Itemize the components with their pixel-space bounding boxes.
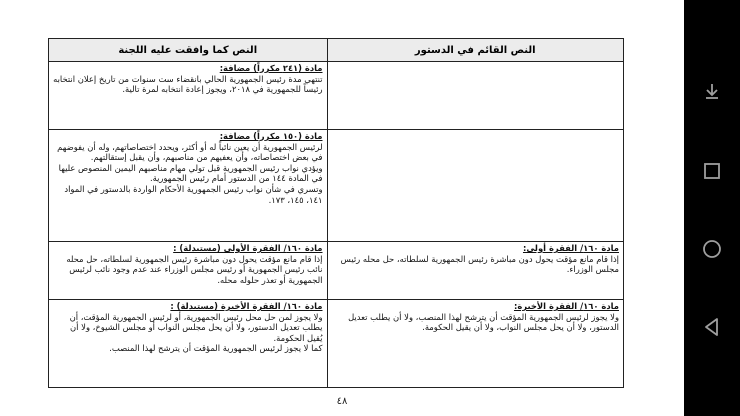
header-committee-text: النص كما وافقت عليه اللجنة xyxy=(49,39,328,62)
current-cell xyxy=(327,300,624,388)
article-paragraph: وتسري في شأن نواب رئيس الجمهورية الأحكام الواردة بالدستور في المواد ١٤١، ١٤٥، ١٧٣. xyxy=(64,183,323,205)
article-paragraph: ويؤدي نواب رئيس الجمهورية قبل تولي مهام مناصبهم اليمين المنصوص عليها في المادة ١٤٤ من الدستور أمام رئيس الجمهورية. xyxy=(58,162,323,184)
header-current-text: النص القائم في الدستور xyxy=(327,39,624,62)
article-heading: مادة ١٦٠/ الفقرة الأخيرة (مستبدلة) : xyxy=(170,301,323,311)
table-row xyxy=(49,130,624,242)
article-heading: مادة ١٦٠/ الفقرة الأخيرة: xyxy=(513,301,619,311)
article-paragraph: كما لا يجوز لرئيس الجمهورية المؤقت أن يترشح لهذا المنصب. xyxy=(109,343,323,354)
article-paragraph: ولا يجوز لرئيس الجمهورية المؤقت أن يترشح لهذا المنصب، ولا أن يطلب تعديل الدستور، ولا أن يحل مجلس النواب، ولا أن يقيل الحكومة. xyxy=(348,311,619,333)
committee-cell xyxy=(49,242,328,300)
back-triangle-icon[interactable] xyxy=(699,314,725,340)
committee-cell xyxy=(49,130,328,242)
article-heading: مادة ١٦٠/ الفقرة أولى: xyxy=(522,243,619,253)
comparison-table xyxy=(48,38,624,388)
current-cell xyxy=(327,62,624,130)
article-paragraph: إذا قام مانع مؤقت يحول دون مباشرة رئيس الجمهورية لسلطاته، حل محله رئيس مجلس الوزراء. xyxy=(340,253,619,275)
home-circle-icon[interactable] xyxy=(699,236,725,262)
table-row xyxy=(49,62,624,130)
committee-cell xyxy=(49,62,328,130)
article-paragraph: لرئيس الجمهورية أن يعين نائباً له أو أكثر، ويحدد اختصاصاتهم، وله أن يفوضهم في بعض اختصاصاته، وأن يعفيهم من مناصبهم، وأن يقبل إستقالتهم. xyxy=(57,141,323,163)
recents-square-icon[interactable] xyxy=(699,158,725,184)
table-row xyxy=(49,300,624,388)
table-row xyxy=(49,242,624,300)
committee-cell xyxy=(49,300,328,388)
current-cell xyxy=(327,130,624,242)
table-header-row xyxy=(49,39,624,62)
article-paragraph: تنتهي مدة رئيس الجمهورية الحالي بانقضاء ست سنوات من تاريخ إعلان انتخابه رئيساً للجمهورية في ٢٠١٨، ويجوز إعادة انتخابه لمرة تالية. xyxy=(53,73,323,95)
download-icon[interactable] xyxy=(699,78,725,104)
android-navigation-bar xyxy=(684,0,740,416)
article-heading: مادة ١٦٠/ الفقرة الأولى (مستبدلة) : xyxy=(173,243,323,253)
article-paragraph: ولا يجوز لمن حل محل رئيس الجمهورية، أو لرئيس الجمهورية المؤقت، أن يطلب تعديل الدستور، ولا أن يحل مجلس النواب أو مجلس الشيوخ، ولا أن يُقيل الحكومة. xyxy=(69,311,323,343)
article-heading: مادة (١٥٠ مكرراً) مضافة: xyxy=(219,131,323,141)
page-number: ٤٨ xyxy=(336,396,348,407)
current-cell xyxy=(327,242,624,300)
article-paragraph: إذا قام مانع مؤقت يحول دون مباشرة رئيس الجمهورية لسلطاته، حل محله نائب رئيس الجمهورية أو رئيس مجلس الوزراء عند عدم وجود نائب لرئيس الجمهورية أو تعذر حلوله محله. xyxy=(66,253,323,285)
article-heading: مادة (٢٤١ مكرراً) مضافة: xyxy=(219,63,323,73)
